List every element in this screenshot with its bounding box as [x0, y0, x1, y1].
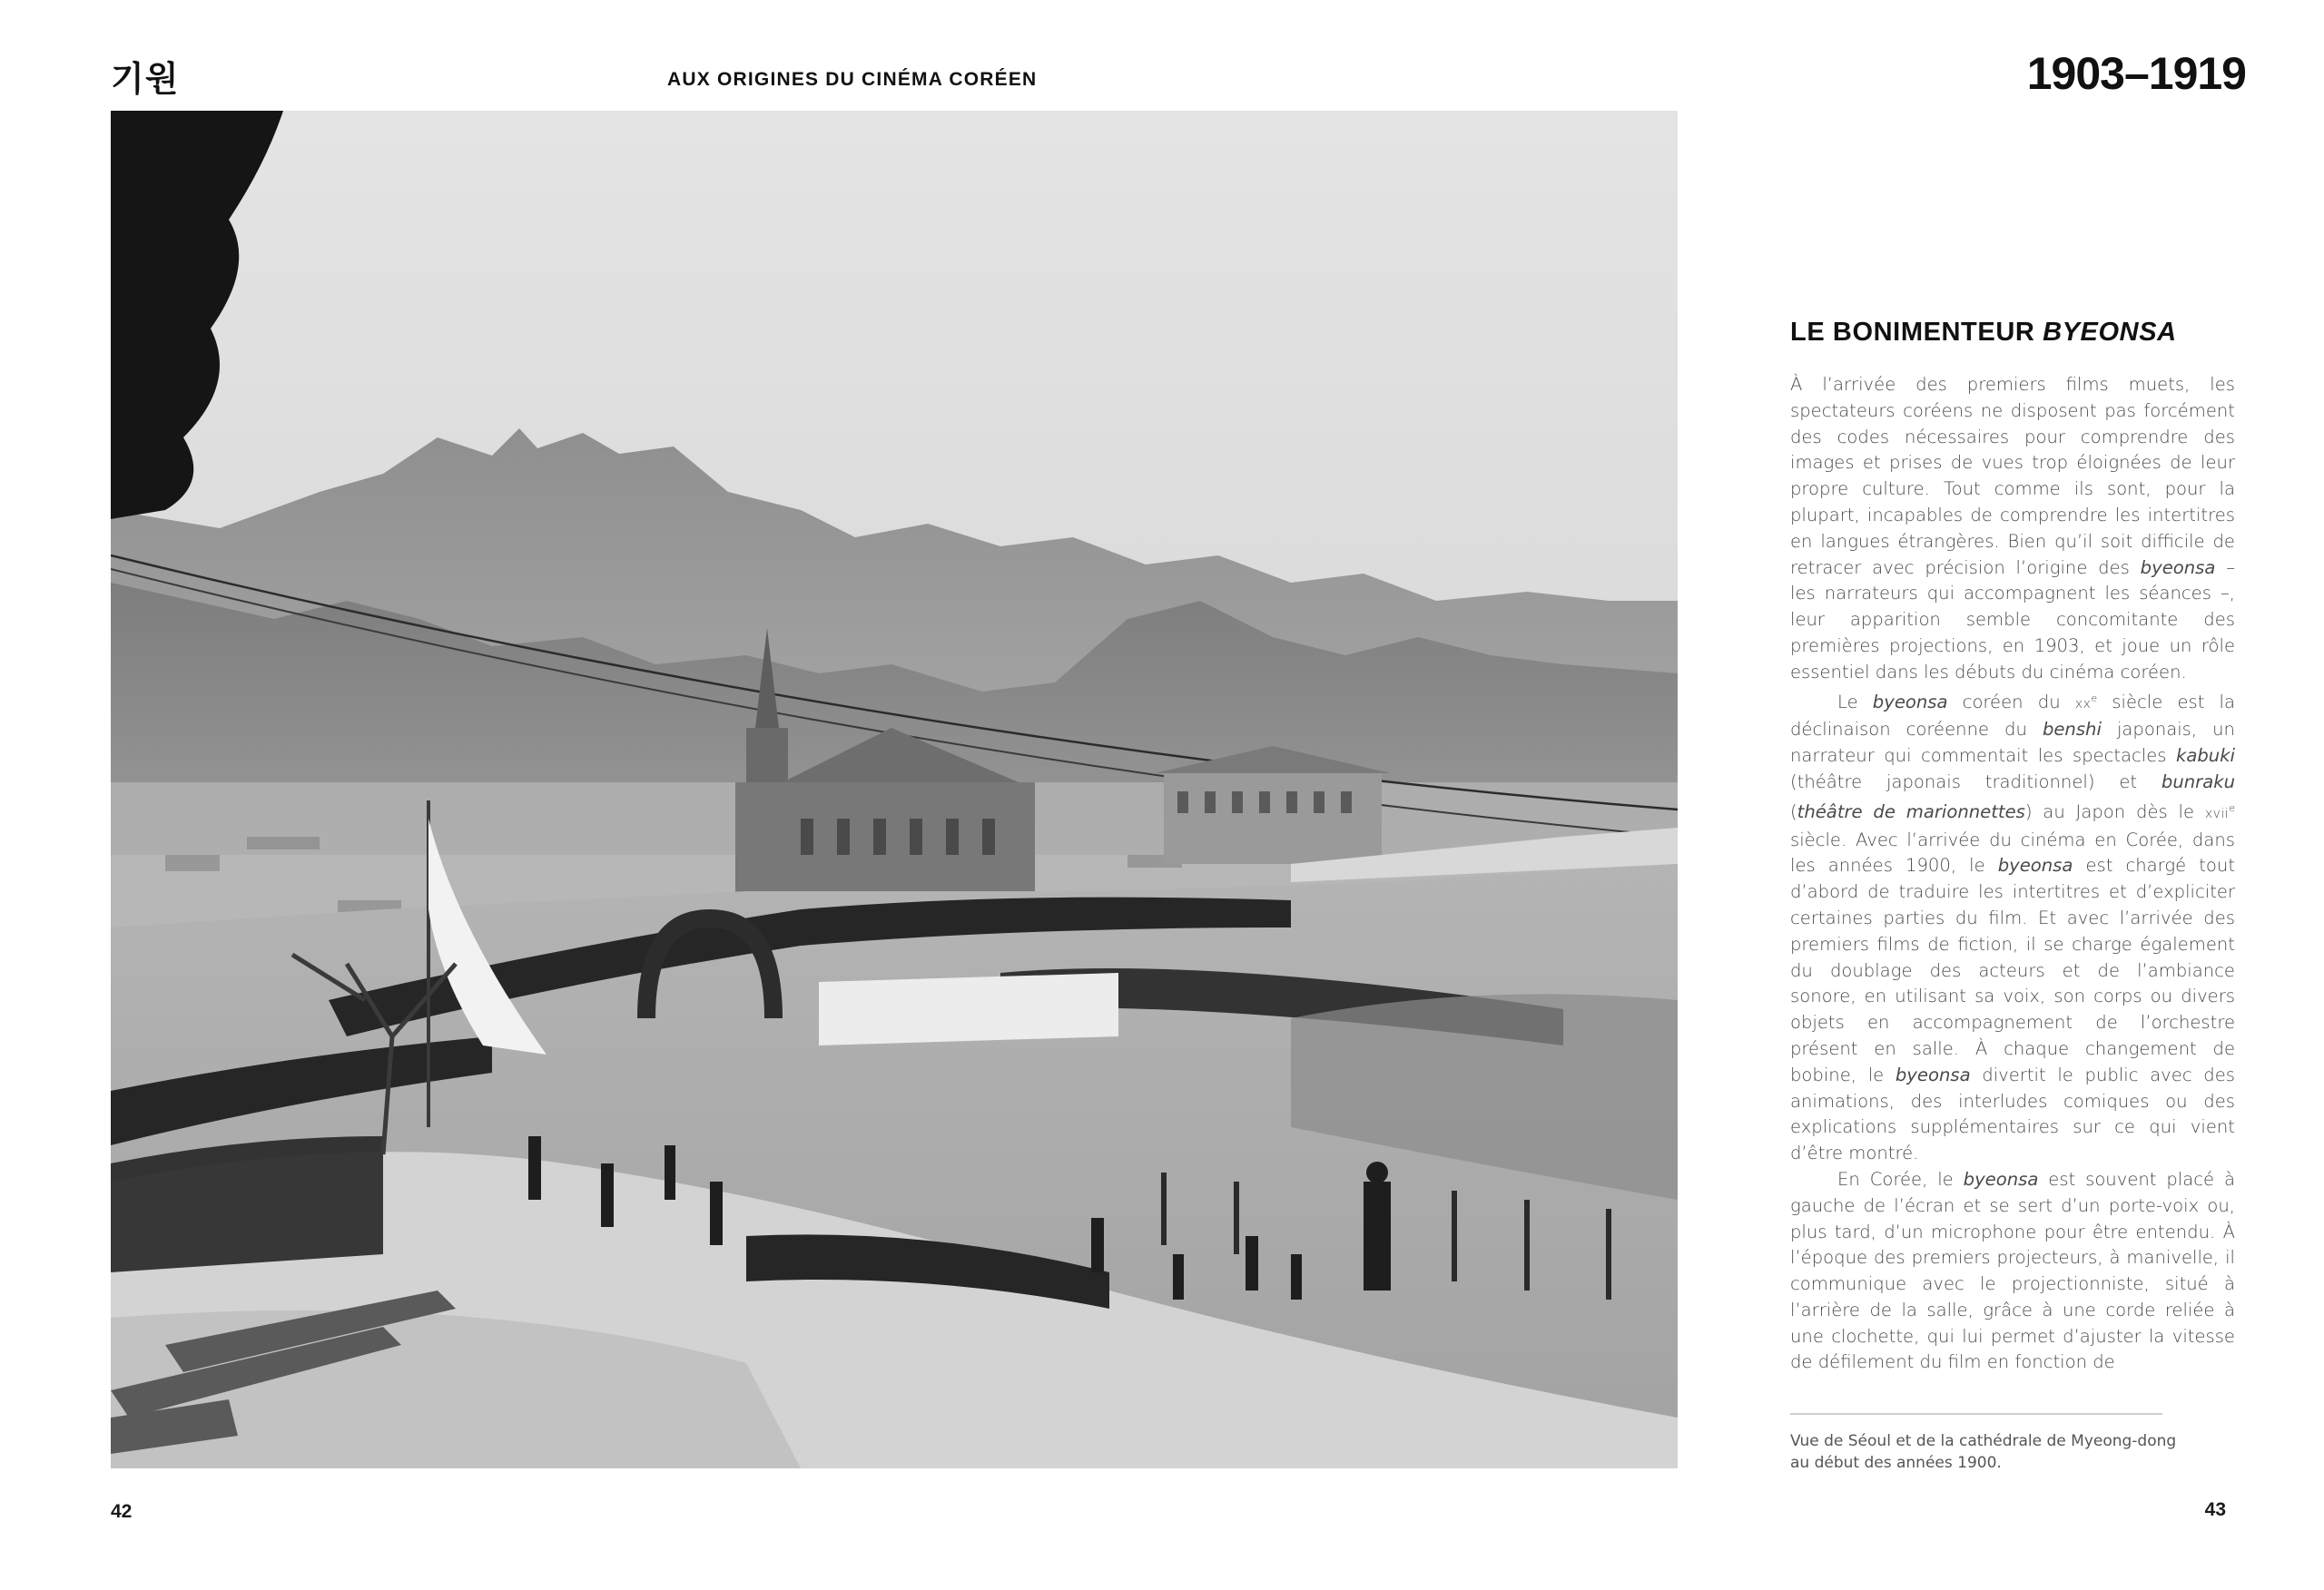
text-run: – les narrateurs qui accompagnent les séances –, leur apparition semble concomitante des premières projections, en 1903, et joue un rôle essentiel dans les débuts du cinéma coréen.	[1790, 556, 2235, 682]
text-run: byeonsa	[2140, 556, 2216, 578]
text-run: théâtre de marionnettes	[1797, 800, 2025, 822]
text-run: kabuki	[2176, 745, 2235, 767]
section-heading-prefix: LE BONIMENTEUR	[1790, 318, 2043, 347]
korean-chapter-title: 기원	[111, 59, 180, 99]
text-run: (	[1790, 800, 1797, 822]
text-run: e	[2091, 692, 2098, 704]
article-body	[1790, 372, 2235, 1376]
text-run: e	[2229, 801, 2235, 814]
text-run: benshi	[2042, 719, 2102, 741]
photo-tent	[819, 973, 1118, 1045]
text-run: est souvent placé à gauche de l’écran et se sert d’un porte-voix ou, plus tard, d’un microphone pour être entendu. À l’époque des premiers projecteurs, à manivelle, il communique avec le projectionniste, situé à l’arrière de la salle, grâce à une corde reliée à une clochette, qui lui permet d’ajuster la vitesse de défilement du film en fonction de	[1790, 1168, 2235, 1373]
text-run: En Corée, le	[1837, 1168, 1964, 1190]
text-run: À l’arrivée des premiers films muets, les spectateurs coréens ne disposent pas forcément des codes nécessaires pour comprendre des images et prises de vues trop éloignées de leur propre culture. Tout comme ils sont, pour la plupart, incapables de comprendre les intertitres en langues étrangères. Bien qu’il soit difficile de retracer avec précision l’origine des	[1790, 374, 2235, 578]
text-run: japonais, un narrateur qui commentait les spectacles	[1790, 719, 2235, 767]
text-run: Le	[1837, 691, 1873, 712]
photo-caption	[1790, 1430, 2190, 1474]
paragraph-1	[1790, 372, 2235, 686]
text-run: (théâtre japonais traditionnel) et	[1790, 770, 2162, 792]
text-run: bunraku	[2161, 770, 2235, 792]
text-run: coréen du	[1947, 691, 2075, 712]
text-run: xvii	[2204, 806, 2230, 821]
section-heading-emphasis: BYEONSA	[2043, 318, 2177, 347]
text-run: byeonsa	[1895, 1064, 1971, 1085]
paragraph-3	[1790, 1167, 2235, 1376]
text-run: divertit le public avec des animations, des interludes comiques ou des explications supplémentaires sur ce qui vient d’être montré.	[1790, 1064, 2235, 1164]
text-run: est chargé tout d’abord de traduire les intertitres et d’expliciter certaines parties du film. Et avec l’arrivée des premiers films de fiction, il se charge également du doublage des acteurs et de l’ambiance sonore, en utilisant sa voix, son corps ou divers objets en accompagnement de l’orchestre présent en salle. À chaque changement de bobine, le	[1790, 855, 2236, 1085]
page-number-right: 43	[2204, 1499, 2226, 1520]
text-run: xx	[2074, 696, 2092, 712]
caption-line: Vue de Séoul et de la cathédrale de Myeong-dong	[1790, 1432, 2177, 1450]
caption-line: au début des années 1900.	[1790, 1454, 2002, 1472]
text-run: byeonsa	[1872, 691, 1948, 712]
text-run: siècle est la déclinaison coréenne du	[1790, 691, 2235, 741]
text-run: byeonsa	[1963, 1168, 2039, 1190]
running-title: AUX ORIGINES DU CINÉMA CORÉEN	[667, 69, 1038, 90]
paragraph-2	[1790, 686, 2235, 1167]
page-number-left: 42	[111, 1501, 133, 1522]
caption-divider	[1790, 1413, 2162, 1415]
text-run: ) au Japon dès le	[2024, 800, 2205, 822]
text-run: byeonsa	[1997, 855, 2073, 877]
section-heading	[1790, 318, 2177, 348]
period-title: 1903–1919	[2026, 48, 2246, 99]
historical-photo	[111, 111, 1678, 1468]
text-run: siècle. Avec l’arrivée du cinéma en Corée, dans les années 1900, le	[1790, 829, 2235, 877]
